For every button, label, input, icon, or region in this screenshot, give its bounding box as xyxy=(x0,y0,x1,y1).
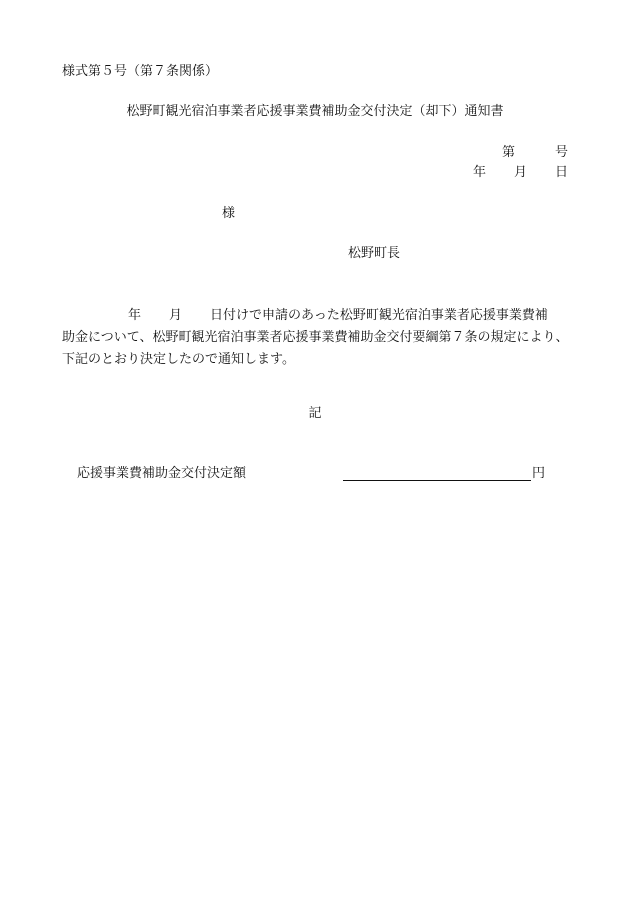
body-year: 年 xyxy=(128,308,142,323)
issue-date-line xyxy=(473,165,568,181)
document-number-prefix: 第 xyxy=(501,145,515,160)
body-line-3: 下記のとおり決定したので通知します。 xyxy=(62,352,295,367)
grant-amount-label: 応援事業費補助金交付決定額 xyxy=(77,466,247,481)
body-line-2: 助金について、松野町観光宿泊事業者応援事業費補助金交付要綱第７条の規定により、 xyxy=(62,330,569,345)
form-number-label: 様式第５号（第７条関係） xyxy=(62,64,219,79)
issue-date-year: 年 xyxy=(472,165,486,180)
document-title: 松野町観光宿泊事業者応援事業費補助金交付決定（却下）通知書 xyxy=(126,104,504,119)
grant-amount-blank-line xyxy=(343,480,531,481)
body-line-1-text: 日付けで申請のあった松野町観光宿泊事業者応援事業費補 xyxy=(210,308,548,323)
addressee-honorific: 様 xyxy=(222,206,236,221)
issue-date-day: 日 xyxy=(554,165,568,180)
grant-amount-unit: 円 xyxy=(532,466,546,481)
document-number-line xyxy=(502,145,568,161)
notification-body xyxy=(62,305,577,371)
ki-heading: 記 xyxy=(308,406,322,421)
body-month: 月 xyxy=(169,308,183,323)
issuer-name: 松野町長 xyxy=(348,246,401,261)
issue-date-month: 月 xyxy=(513,165,527,180)
body-line-1 xyxy=(62,305,577,327)
document-number-suffix: 号 xyxy=(554,145,568,160)
